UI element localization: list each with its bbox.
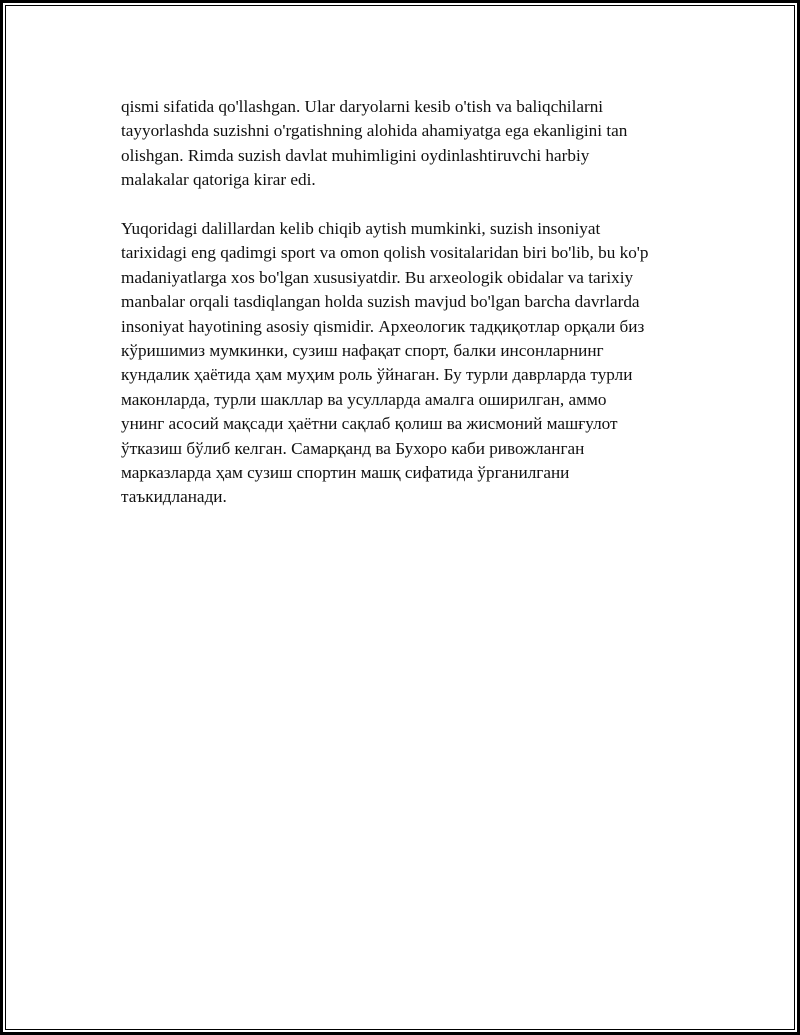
paragraph-1: qismi sifatida qo'llashgan. Ular daryolarni kesib o'tish va baliqchilarni tayyorlashda suzishni o'rgatishning alohida ahamiyatga ega ekanligini tan olishgan. Rimda suzish davlat muhimligini oydinlashtiruvchi harbiy malakalar qatoriga kirar edi.: [121, 97, 628, 190]
document-body: [121, 95, 701, 534]
paragraph-2: Yuqoridagi dalillardan kelib chiqib aytish mumkinki, suzish insoniyat tarixidagi eng qadimgi sport va omon qolish vositalaridan biri bo'lib, bu ko'p madaniyatlarga xos bo'lgan xususiyatdir. Bu arxeologik obidalar va tarixiy manbalar orqali tasdiqlangan holda suzish mavjud bo'lgan barcha davrlarda insoniyat hayotining asosiy qismidir. Археологик тадқиқотлар орқали биз кўришимиз мумкинки, сузиш нафақат спорт, балки инсонларнинг кундалик ҳаётида ҳам муҳим роль ўйнаган. Бу турли даврларда турли маконларда, турли шакллар ва усулларда амалга оширилган, аммо унинг асосий мақсади ҳаётни сақлаб қолиш ва жисмоний машғулот ўтказиш бўлиб келган. Самарқанд ва Бухоро каби ривожланган марказларда ҳам сузиш спортин машқ сифатида ўрганилгани таъкидланади.: [121, 219, 649, 507]
